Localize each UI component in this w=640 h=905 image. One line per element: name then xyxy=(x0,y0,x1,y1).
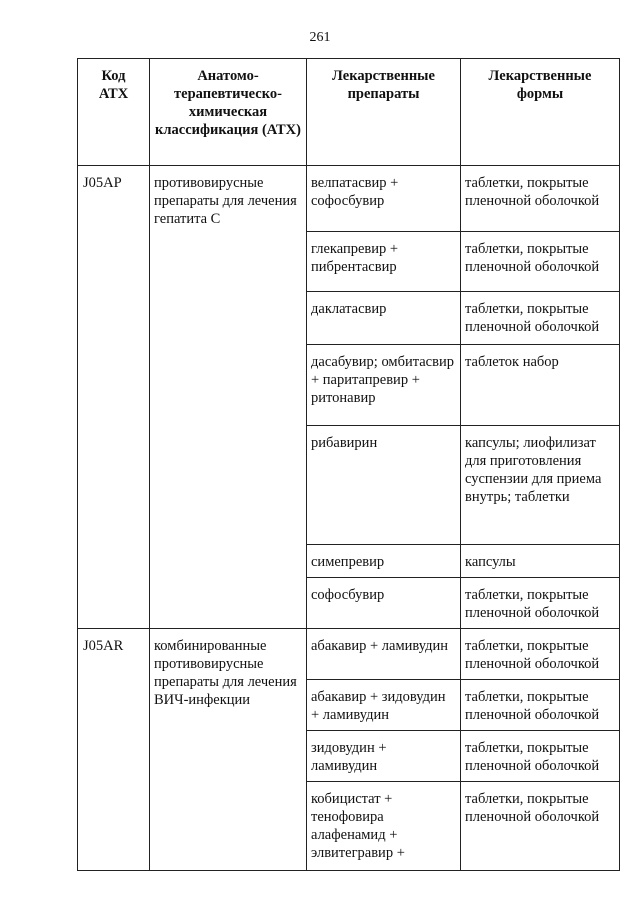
form-cell: таблетки, покрытые пленочной оболочкой xyxy=(461,629,620,680)
group-code: J05AR xyxy=(78,629,150,871)
form-cell: таблетки, покрытые пленочной оболочкой xyxy=(461,292,620,345)
drug-cell: софосбувир xyxy=(307,578,461,629)
drug-cell: дасабувир; омбитасвир + паритапревир + ритонавир xyxy=(307,345,461,426)
drug-cell: даклатасвир xyxy=(307,292,461,345)
group-classification: комбинированные противовирусные препараты для лечения ВИЧ-инфекции xyxy=(150,629,307,871)
atx-table xyxy=(77,58,620,871)
group-code: J05AP xyxy=(78,166,150,629)
drug-cell: симепревир xyxy=(307,545,461,578)
drug-cell: абакавир + зидовудин + ламивудин xyxy=(307,680,461,731)
table-row xyxy=(78,166,620,232)
drug-cell: рибавирин xyxy=(307,426,461,545)
header-code-text: Код АТХ xyxy=(98,68,129,102)
form-cell: таблеток набор xyxy=(461,345,620,426)
table-row xyxy=(78,629,620,680)
header-code xyxy=(78,59,150,166)
header-drugs: Лекарственные препараты xyxy=(307,59,461,166)
header-classification: Анатомо-терапевтическо-химическая классификация (АТХ) xyxy=(150,59,307,166)
form-cell: таблетки, покрытые пленочной оболочкой xyxy=(461,578,620,629)
drug-cell: абакавир + ламивудин xyxy=(307,629,461,680)
form-cell: таблетки, покрытые пленочной оболочкой xyxy=(461,232,620,292)
drug-cell: глекапревир + пибрентасвир xyxy=(307,232,461,292)
drug-cell: кобицистат + тенофовира алафенамид + элвитегравир + xyxy=(307,782,461,871)
group-classification: противовирусные препараты для лечения гепатита С xyxy=(150,166,307,629)
header-row xyxy=(78,59,620,166)
page-number: 261 xyxy=(309,30,331,45)
drug-cell: велпатасвир + софосбувир xyxy=(307,166,461,232)
form-cell: капсулы xyxy=(461,545,620,578)
form-cell: таблетки, покрытые пленочной оболочкой xyxy=(461,680,620,731)
form-cell: таблетки, покрытые пленочной оболочкой xyxy=(461,782,620,871)
drug-cell: зидовудин + ламивудин xyxy=(307,731,461,782)
form-cell: таблетки, покрытые пленочной оболочкой xyxy=(461,166,620,232)
form-cell: капсулы; лиофилизат для приготовления суспензии для приема внутрь; таблетки xyxy=(461,426,620,545)
form-cell: таблетки, покрытые пленочной оболочкой xyxy=(461,731,620,782)
header-forms: Лекарственные формы xyxy=(461,59,620,166)
